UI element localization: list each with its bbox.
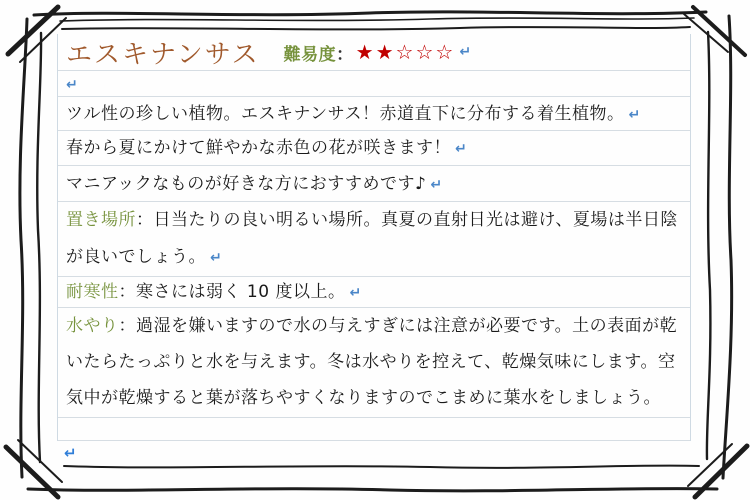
table-row [58,418,690,441]
row-text: ツル性の珍しい植物。エスキナンサス！赤道直下に分布する着生植物。 [66,104,625,124]
row-text: 寒さには弱く 10 度以上。 [136,282,346,302]
row-colon: ： [118,282,136,302]
return-mark-icon: ↵ [459,44,472,60]
table-row [58,202,690,277]
row-text: マニアックなものが好きな方におすすめです♪ [66,174,427,194]
return-mark-icon: ↵ [455,141,468,157]
row-label: 置き場所 [66,210,136,230]
return-mark-icon: ↵ [628,107,641,123]
stars-outline: ☆☆☆ [395,40,456,64]
row-text: 過湿を嫌いますので水の与えすぎには注意が必要です。土の表面が乾いたらたっぷりと水を与えます。冬は水やりを控えて、乾燥気味にします。空気中が乾燥すると葉が落ちやすくなりますのでこまめに葉水をしましょう。 [66,316,678,408]
row-text: 日当たりの良い明るい場所。真夏の直射日光は避け、夏場は半日陰が良いでしょう。 [66,210,678,267]
table-row-title [58,34,690,71]
stars-filled: ★★ [355,40,396,64]
return-mark-icon: ↵ [210,250,223,266]
row-label: 耐寒性 [66,282,119,302]
plant-title: エスキナンサス [66,39,260,70]
row-colon: ： [136,210,154,230]
row-colon: ： [118,316,136,336]
table-row [58,308,690,418]
difficulty-label: 難易度 [283,44,337,65]
row-label: 水やり [66,316,119,336]
table-row [58,97,690,131]
difficulty-colon: ： [336,44,354,65]
table-row [58,131,690,166]
table-row [58,71,690,97]
plant-info-table [57,34,691,441]
return-mark-icon: ↵ [64,444,77,462]
table-row [58,166,690,202]
table-row [58,277,690,308]
row-text: 春から夏にかけて鮮やかな赤色の花が咲きます！ [66,138,451,158]
return-mark-icon: ↵ [349,285,362,301]
return-mark-icon: ↵ [430,177,443,193]
return-mark-icon: ↵ [66,77,79,93]
difficulty-stars [356,40,456,64]
